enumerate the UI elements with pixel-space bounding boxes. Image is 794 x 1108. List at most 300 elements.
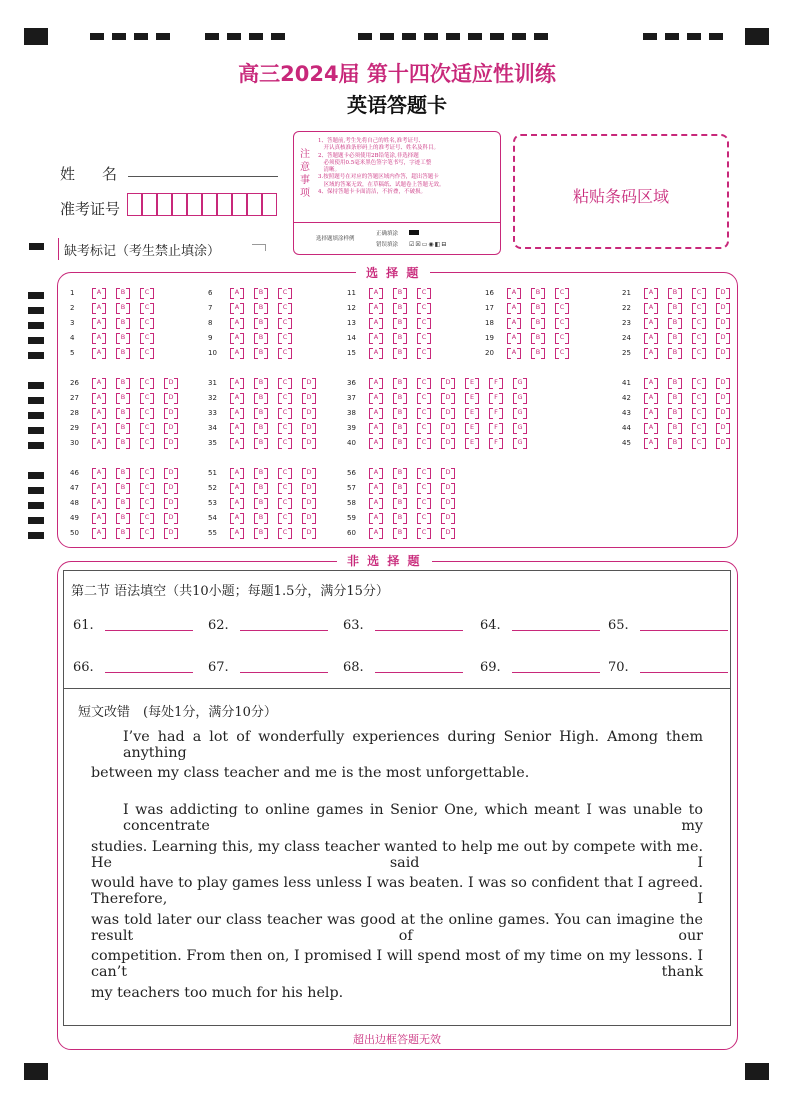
option-bubble-c[interactable]: C [692,393,706,402]
option-bubble-b[interactable]: B [393,438,407,447]
question-number: 35 [208,439,217,447]
option-bubble-c[interactable]: C [692,318,706,327]
option-bubble-b[interactable]: B [116,498,130,507]
blank-answer-line[interactable] [105,630,193,631]
option-bubble-c[interactable]: C [555,318,569,327]
option-bubble-a[interactable]: A [369,423,383,432]
option-bubble-d[interactable]: D [302,513,316,522]
option-bubble-c[interactable]: C [417,498,431,507]
question-23 [622,318,782,328]
option-bubble-b[interactable]: B [531,348,545,357]
option-bubble-f[interactable]: F [489,393,503,402]
option-bubble-a[interactable]: A [230,468,244,477]
option-bubble-a[interactable]: A [644,318,658,327]
option-bubble-a[interactable]: A [92,423,106,432]
option-bubble-a[interactable]: A [369,498,383,507]
footer-note: 超出边框答题无效 [353,1033,441,1046]
question-40 [347,438,523,448]
option-bubble-d[interactable]: D [302,408,316,417]
option-bubble-e[interactable]: E [465,393,479,402]
option-bubble-c[interactable]: C [417,288,431,297]
option-bubble-c[interactable]: C [692,288,706,297]
option-bubble-b[interactable]: B [668,348,682,357]
option-bubble-a[interactable]: A [644,348,658,357]
option-bubble-a[interactable]: A [230,303,244,312]
option-bubble-c[interactable]: C [278,498,292,507]
option-bubble-d[interactable]: D [164,408,178,417]
question-number: 24 [622,334,631,342]
option-bubble-a[interactable]: A [369,528,383,537]
question-30 [70,438,230,448]
option-bubble-b[interactable]: B [254,528,268,537]
option-bubble-b[interactable]: B [116,303,130,312]
absent-checkbox[interactable] [252,244,266,251]
question-number: 52 [208,484,217,492]
option-bubble-b[interactable]: B [254,288,268,297]
option-bubble-c[interactable]: C [417,333,431,342]
option-bubble-a[interactable]: A [369,468,383,477]
option-bubble-a[interactable]: A [92,408,106,417]
option-bubble-a[interactable]: A [230,318,244,327]
option-bubble-a[interactable]: A [644,393,658,402]
option-bubble-b[interactable]: B [393,318,407,327]
option-bubble-c[interactable]: C [692,333,706,342]
option-bubble-c[interactable]: C [555,333,569,342]
option-bubble-d[interactable]: D [716,423,730,432]
option-bubble-c[interactable]: C [417,378,431,387]
question-50 [70,528,230,538]
option-bubble-b[interactable]: B [393,348,407,357]
option-bubble-b[interactable]: B [668,378,682,387]
option-bubble-c[interactable]: C [417,348,431,357]
blank-number: 63. [343,618,364,633]
question-number: 16 [485,289,494,297]
blank-answer-line[interactable] [640,672,728,673]
option-bubble-c[interactable]: C [417,318,431,327]
option-bubble-a[interactable]: A [369,288,383,297]
option-bubble-a[interactable]: A [507,303,521,312]
option-bubble-b[interactable]: B [116,318,130,327]
option-bubble-a[interactable]: A [644,378,658,387]
option-bubble-b[interactable]: B [116,468,130,477]
option-bubble-d[interactable]: D [164,378,178,387]
option-bubble-a[interactable]: A [369,303,383,312]
option-bubble-c[interactable]: C [140,438,154,447]
id-digit-box[interactable] [172,193,187,216]
option-bubble-c[interactable]: C [140,498,154,507]
question-number: 12 [347,304,356,312]
option-bubble-b[interactable]: B [254,333,268,342]
question-41 [622,378,782,388]
option-bubble-g[interactable]: G [513,438,527,447]
timing-mark [358,33,372,40]
option-bubble-c[interactable]: C [278,528,292,537]
option-bubble-b[interactable]: B [116,528,130,537]
option-bubble-c[interactable]: C [417,408,431,417]
option-bubble-d[interactable]: D [441,483,455,492]
option-bubble-c[interactable]: C [278,288,292,297]
question-5 [70,348,230,358]
option-bubble-a[interactable]: A [92,378,106,387]
name-field[interactable] [128,176,278,177]
option-bubble-d[interactable]: D [441,423,455,432]
option-bubble-d[interactable]: D [164,423,178,432]
option-bubble-c[interactable]: C [278,483,292,492]
option-bubble-d[interactable]: D [716,408,730,417]
option-bubble-d[interactable]: D [302,468,316,477]
option-bubble-c[interactable]: C [140,408,154,417]
blank-answer-line[interactable] [240,630,328,631]
option-bubble-a[interactable]: A [230,513,244,522]
option-bubble-b[interactable]: B [116,408,130,417]
option-bubble-b[interactable]: B [116,393,130,402]
id-digit-box[interactable] [142,193,157,216]
option-bubble-b[interactable]: B [254,438,268,447]
option-bubble-d[interactable]: D [716,303,730,312]
option-bubble-g[interactable]: G [513,378,527,387]
option-bubble-c[interactable]: C [417,303,431,312]
option-bubble-a[interactable]: A [92,288,106,297]
option-bubble-b[interactable]: B [116,483,130,492]
option-bubble-a[interactable]: A [507,333,521,342]
blank-answer-line[interactable] [512,630,600,631]
option-bubble-d[interactable]: D [302,528,316,537]
question-22 [622,303,782,313]
option-bubble-d[interactable]: D [302,498,316,507]
option-bubble-b[interactable]: B [531,288,545,297]
blank-answer-line[interactable] [240,672,328,673]
option-bubble-b[interactable]: B [668,408,682,417]
option-bubble-b[interactable]: B [254,378,268,387]
option-bubble-a[interactable]: A [369,408,383,417]
option-bubble-d[interactable]: D [716,288,730,297]
question-number: 30 [70,439,79,447]
option-bubble-a[interactable]: A [92,303,106,312]
option-bubble-b[interactable]: B [668,303,682,312]
id-digit-box[interactable] [127,193,142,216]
option-bubble-a[interactable]: A [369,393,383,402]
option-bubble-b[interactable]: B [254,468,268,477]
question-number: 34 [208,424,217,432]
option-bubble-d[interactable]: D [164,483,178,492]
notice-item: 开认真核准条形码上的准考证号、姓名及科目。 [318,145,440,152]
option-bubble-b[interactable]: B [531,333,545,342]
option-bubble-c[interactable]: C [417,483,431,492]
option-bubble-b[interactable]: B [393,528,407,537]
question-number: 60 [347,529,356,537]
option-bubble-a[interactable]: A [369,513,383,522]
option-bubble-a[interactable]: A [230,528,244,537]
option-bubble-a[interactable]: A [230,498,244,507]
option-bubble-c[interactable]: C [555,348,569,357]
option-bubble-b[interactable]: B [116,513,130,522]
option-bubble-c[interactable]: C [140,468,154,477]
option-bubble-d[interactable]: D [716,438,730,447]
option-bubble-c[interactable]: C [555,288,569,297]
option-bubble-b[interactable]: B [668,393,682,402]
option-bubble-f[interactable]: F [489,438,503,447]
option-bubble-d[interactable]: D [164,513,178,522]
option-bubble-g[interactable]: G [513,393,527,402]
question-number: 1 [70,289,75,297]
option-bubble-c[interactable]: C [692,438,706,447]
option-bubble-c[interactable]: C [140,288,154,297]
id-digit-box[interactable] [187,193,202,216]
question-number: 45 [622,439,631,447]
option-bubble-e[interactable]: E [465,423,479,432]
option-bubble-f[interactable]: F [489,423,503,432]
question-number: 43 [622,409,631,417]
option-bubble-c[interactable]: C [278,348,292,357]
option-bubble-a[interactable]: A [644,438,658,447]
option-bubble-c[interactable]: C [140,423,154,432]
question-56 [347,468,507,478]
grammar-heading: 第二节 语法填空（共10小题；每题1.5分，满分15分） [71,584,389,599]
option-bubble-c[interactable]: C [692,378,706,387]
option-bubble-c[interactable]: C [140,333,154,342]
question-number: 21 [622,289,631,297]
option-bubble-a[interactable]: A [507,318,521,327]
option-bubble-b[interactable]: B [254,483,268,492]
question-number: 5 [70,349,75,357]
passage-line: was told later our class teacher was good at the online games. You can imagine the result of our [91,912,703,944]
option-bubble-b[interactable]: B [254,408,268,417]
option-bubble-c[interactable]: C [692,423,706,432]
option-bubble-d[interactable]: D [164,528,178,537]
option-bubble-b[interactable]: B [116,333,130,342]
option-bubble-b[interactable]: B [668,423,682,432]
option-bubble-e[interactable]: E [465,408,479,417]
option-bubble-b[interactable]: B [254,348,268,357]
option-bubble-c[interactable]: C [278,468,292,477]
option-bubble-a[interactable]: A [92,393,106,402]
option-bubble-a[interactable]: A [230,423,244,432]
option-bubble-d[interactable]: D [441,468,455,477]
option-bubble-c[interactable]: C [278,438,292,447]
option-bubble-b[interactable]: B [254,393,268,402]
option-bubble-b[interactable]: B [393,483,407,492]
option-bubble-a[interactable]: A [230,348,244,357]
option-bubble-b[interactable]: B [393,513,407,522]
question-number: 18 [485,319,494,327]
timing-mark [380,33,394,40]
timing-mark [424,33,438,40]
option-bubble-c[interactable]: C [140,318,154,327]
option-bubble-a[interactable]: A [92,528,106,537]
option-bubble-a[interactable]: A [369,378,383,387]
option-bubble-a[interactable]: A [230,288,244,297]
option-bubble-g[interactable]: G [513,423,527,432]
option-bubble-c[interactable]: C [417,423,431,432]
option-bubble-d[interactable]: D [716,393,730,402]
id-digit-box[interactable] [202,193,217,216]
question-number: 25 [622,349,631,357]
option-bubble-c[interactable]: C [692,303,706,312]
option-bubble-a[interactable]: A [644,333,658,342]
option-bubble-b[interactable]: B [531,303,545,312]
option-bubble-d[interactable]: D [716,348,730,357]
option-bubble-c[interactable]: C [140,378,154,387]
blank-answer-line[interactable] [640,630,728,631]
blank-answer-line[interactable] [375,672,463,673]
option-bubble-b[interactable]: B [668,333,682,342]
option-bubble-d[interactable]: D [441,408,455,417]
option-bubble-a[interactable]: A [507,288,521,297]
option-bubble-b[interactable]: B [668,318,682,327]
option-bubble-c[interactable]: C [140,528,154,537]
option-bubble-d[interactable]: D [441,393,455,402]
blank-answer-line[interactable] [105,672,193,673]
option-bubble-a[interactable]: A [230,333,244,342]
option-bubble-b[interactable]: B [393,393,407,402]
option-bubble-a[interactable]: A [92,333,106,342]
blank-answer-line[interactable] [375,630,463,631]
option-bubble-d[interactable]: D [164,438,178,447]
option-bubble-d[interactable]: D [716,333,730,342]
question-11 [347,288,507,298]
option-bubble-c[interactable]: C [140,303,154,312]
option-bubble-a[interactable]: A [644,408,658,417]
option-bubble-a[interactable]: A [92,318,106,327]
option-bubble-c[interactable]: C [692,348,706,357]
option-bubble-g[interactable]: G [513,408,527,417]
blank-number: 64. [480,618,501,633]
option-bubble-c[interactable]: C [555,303,569,312]
option-bubble-f[interactable]: F [489,408,503,417]
option-bubble-d[interactable]: D [164,468,178,477]
option-bubble-b[interactable]: B [393,333,407,342]
option-bubble-b[interactable]: B [531,318,545,327]
option-bubble-c[interactable]: C [417,468,431,477]
option-bubble-a[interactable]: A [92,348,106,357]
passage-line: I’ve had a lot of wonderfully experiences during Senior High. Among them anything [123,729,703,761]
option-bubble-e[interactable]: E [465,438,479,447]
option-bubble-c[interactable]: C [278,408,292,417]
option-bubble-b[interactable]: B [393,288,407,297]
option-bubble-c[interactable]: C [140,483,154,492]
option-bubble-a[interactable]: A [369,483,383,492]
option-bubble-a[interactable]: A [369,348,383,357]
id-digit-box[interactable] [157,193,172,216]
question-16 [485,288,645,298]
option-bubble-d[interactable]: D [164,498,178,507]
option-bubble-b[interactable]: B [254,513,268,522]
option-bubble-c[interactable]: C [140,393,154,402]
question-9 [208,333,368,343]
option-bubble-e[interactable]: E [465,378,479,387]
passage-line: my teachers too much for his help. [91,985,344,1001]
option-bubble-c[interactable]: C [278,393,292,402]
option-bubble-b[interactable]: B [393,378,407,387]
option-bubble-a[interactable]: A [92,468,106,477]
option-bubble-d[interactable]: D [441,438,455,447]
option-bubble-b[interactable]: B [668,288,682,297]
option-bubble-b[interactable]: B [393,498,407,507]
option-bubble-c[interactable]: C [278,378,292,387]
option-bubble-b[interactable]: B [116,438,130,447]
option-bubble-d[interactable]: D [164,393,178,402]
option-bubble-d[interactable]: D [441,513,455,522]
option-bubble-a[interactable]: A [369,438,383,447]
option-bubble-c[interactable]: C [278,513,292,522]
option-bubble-b[interactable]: B [254,498,268,507]
option-bubble-b[interactable]: B [116,288,130,297]
id-digit-box[interactable] [247,193,262,216]
option-bubble-d[interactable]: D [302,378,316,387]
option-bubble-c[interactable]: C [417,393,431,402]
option-bubble-b[interactable]: B [393,423,407,432]
id-digit-box[interactable] [217,193,232,216]
option-bubble-b[interactable]: B [116,348,130,357]
option-bubble-d[interactable]: D [441,498,455,507]
option-bubble-a[interactable]: A [230,483,244,492]
option-bubble-b[interactable]: B [254,318,268,327]
option-bubble-a[interactable]: A [644,303,658,312]
option-bubble-a[interactable]: A [230,408,244,417]
option-bubble-b[interactable]: B [668,438,682,447]
option-bubble-b[interactable]: B [393,408,407,417]
id-digit-box[interactable] [262,193,277,216]
option-bubble-d[interactable]: D [302,393,316,402]
passage-line: between my class teacher and me is the most unforgettable. [91,765,530,781]
option-bubble-a[interactable]: A [92,498,106,507]
option-bubble-b[interactable]: B [116,378,130,387]
option-bubble-d[interactable]: D [302,483,316,492]
option-bubble-b[interactable]: B [393,468,407,477]
option-bubble-a[interactable]: A [230,378,244,387]
option-bubble-a[interactable]: A [507,348,521,357]
option-bubble-c[interactable]: C [692,408,706,417]
question-4 [70,333,230,343]
option-bubble-d[interactable]: D [441,528,455,537]
option-bubble-a[interactable]: A [92,438,106,447]
option-bubble-b[interactable]: B [116,423,130,432]
option-bubble-c[interactable]: C [278,303,292,312]
option-bubble-d[interactable]: D [716,318,730,327]
option-bubble-c[interactable]: C [278,318,292,327]
option-bubble-c[interactable]: C [417,513,431,522]
option-bubble-c[interactable]: C [140,513,154,522]
option-bubble-d[interactable]: D [302,438,316,447]
option-bubble-b[interactable]: B [393,303,407,312]
question-13 [347,318,507,328]
id-digit-box[interactable] [232,193,247,216]
option-bubble-c[interactable]: C [278,423,292,432]
blank-answer-line[interactable] [512,672,600,673]
option-bubble-c[interactable]: C [140,348,154,357]
option-bubble-f[interactable]: F [489,378,503,387]
notice-item: 1、答题前,考生先将自己的姓名,准考证号、 [318,138,424,144]
option-bubble-c[interactable]: C [278,333,292,342]
option-bubble-d[interactable]: D [441,378,455,387]
option-bubble-a[interactable]: A [230,393,244,402]
option-bubble-a[interactable]: A [92,483,106,492]
option-bubble-d[interactable]: D [302,423,316,432]
question-35 [208,438,368,448]
option-bubble-a[interactable]: A [230,438,244,447]
option-bubble-a[interactable]: A [92,513,106,522]
option-bubble-a[interactable]: A [369,318,383,327]
option-bubble-b[interactable]: B [254,303,268,312]
question-number: 7 [208,304,213,312]
option-bubble-c[interactable]: C [417,528,431,537]
option-bubble-d[interactable]: D [716,378,730,387]
option-bubble-c[interactable]: C [417,438,431,447]
option-bubble-a[interactable]: A [369,333,383,342]
option-bubble-b[interactable]: B [254,423,268,432]
option-bubble-a[interactable]: A [644,288,658,297]
option-bubble-a[interactable]: A [644,423,658,432]
